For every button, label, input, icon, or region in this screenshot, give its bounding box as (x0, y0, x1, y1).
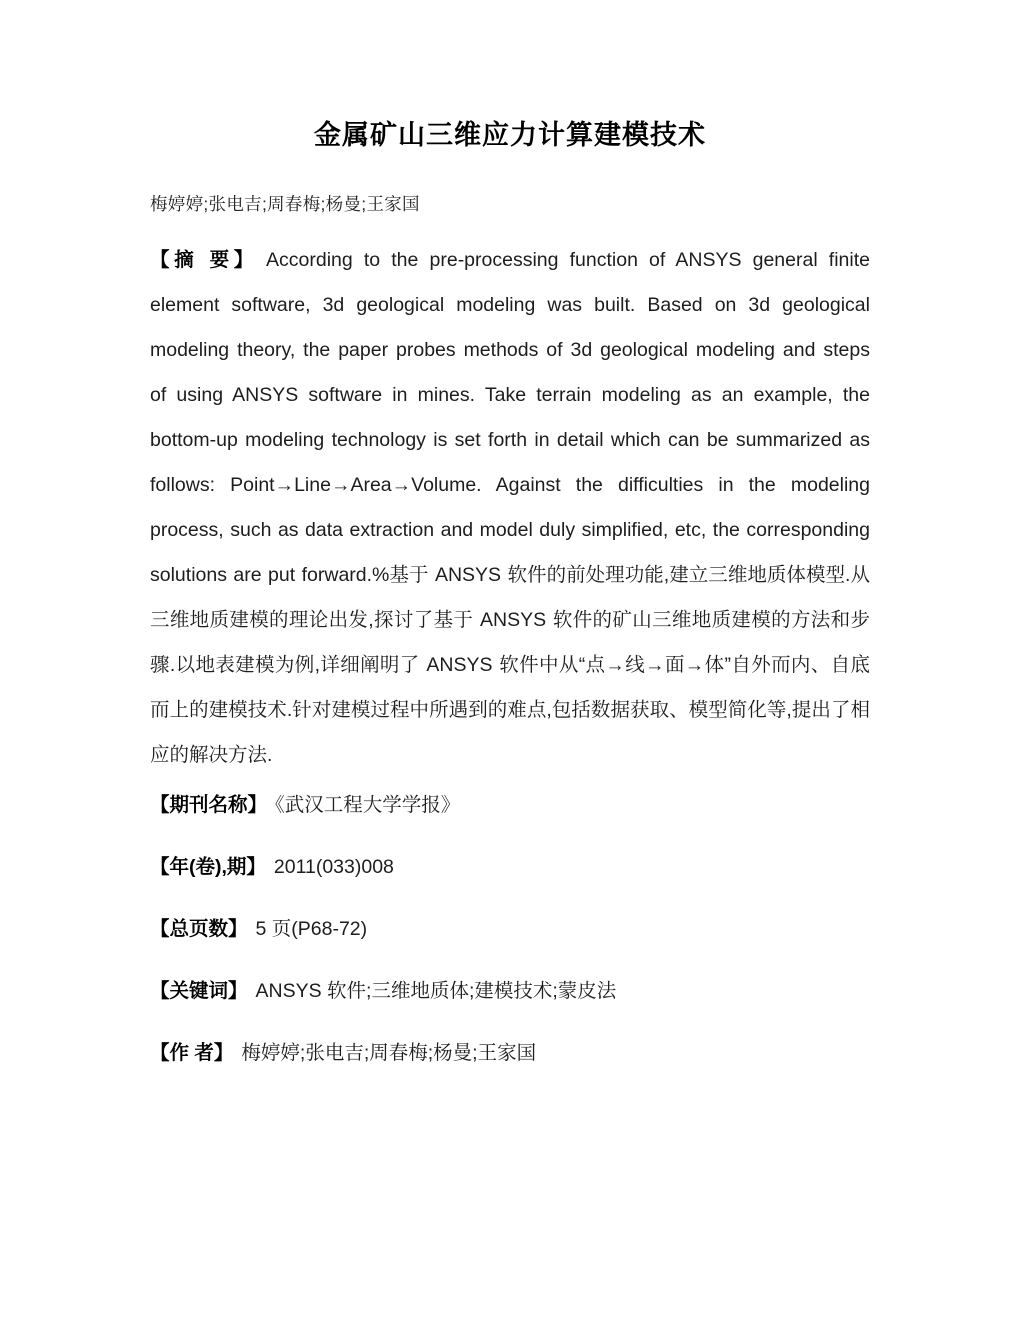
field-journal-name-label: 【期刊名称】 (150, 793, 268, 816)
field-year-volume-issue-label: 【年(卷),期】 (150, 855, 266, 878)
field-journal-name (150, 792, 870, 818)
field-total-pages-label: 【总页数】 (150, 917, 248, 940)
field-authors-label: 【作 者】 (150, 1041, 234, 1064)
field-total-pages-value: 5 页(P68-72) (255, 917, 368, 940)
authors-line: 梅婷婷;张电吉;周春梅;杨曼;王家国 (150, 194, 420, 215)
field-journal-name-value: 《武汉工程大学学报》 (275, 793, 461, 816)
metadata-fields (150, 792, 870, 1066)
field-authors-value: 梅婷婷;张电吉;周春梅;杨曼;王家国 (241, 1041, 537, 1064)
field-keywords-label: 【关键词】 (150, 979, 248, 1002)
abstract-paragraph (150, 238, 870, 778)
field-year-volume-issue (150, 854, 870, 880)
field-keywords-value: ANSYS 软件;三维地质体;建模技术;蒙皮法 (255, 979, 617, 1002)
field-year-volume-issue-value: 2011(033)008 (273, 855, 394, 878)
field-keywords (150, 978, 870, 1004)
abstract-text: According to the pre-processing function of ANSYS general finite element software, 3d geological modeling was built. Based on 3d geological modeling theory, the paper probes methods of 3d geological modeling and steps of using ANSYS software in mines. Take terrain modeling as an example, the bottom-up modeling technology is set forth in detail which can be summarized as follows: Point→Line→Area→Volume. Against the difficulties in the modeling process, such as data extraction and model duly simplified, etc, the corresponding solutions are put forward.%基于 ANSYS 软件的前处理功能,建立三维地质体模型.从三维地质建模的理论出发,探讨了基于 ANSYS 软件的矿山三维地质建模的方法和步骤.以地表建模为例,详细阐明了 ANSYS 软件中从“点→线→面→体”自外而内、自底而上的建模技术.针对建模过程中所遇到的难点,包括数据获取、模型简化等,提出了相应的解决方法. (150, 248, 870, 766)
field-total-pages (150, 916, 870, 942)
page-title: 金属矿山三维应力计算建模技术 (314, 120, 706, 150)
field-authors (150, 1040, 870, 1066)
abstract-label: 【摘 要】 (150, 248, 259, 271)
